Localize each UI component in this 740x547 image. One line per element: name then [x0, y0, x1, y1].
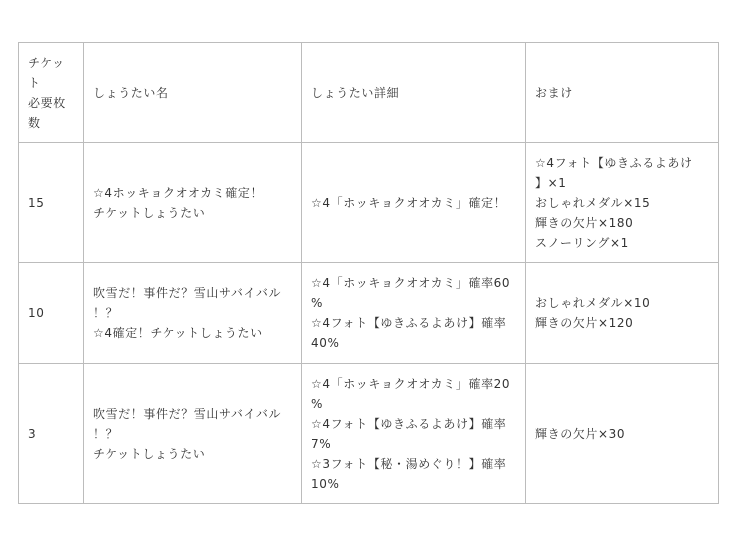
ticket-count-cell: 10 [19, 263, 84, 364]
header-invitation-name: しょうたい名 [84, 43, 302, 143]
name-line: チケットしょうたい [93, 205, 206, 220]
bonus-cell [526, 263, 719, 364]
name-line: ☆4確定！チケットしょうたい [93, 326, 263, 340]
header-count-line: チケッ [28, 55, 65, 70]
bonus-line: ☆4フォト【ゆきふるよあけ [535, 155, 693, 170]
detail-line: % [311, 396, 324, 411]
name-line: 吹雪だ！事件だ？雪山サバイバル [93, 406, 282, 421]
ticket-invitation-table [18, 42, 719, 504]
detail-line: ☆4「ホッキョクオオカミ」確率20 [311, 376, 511, 391]
bonus-line: スノーリング×1 [535, 235, 629, 250]
detail-line: % [311, 296, 324, 310]
detail-line: ☆3フォト【秘・湯めぐり！】確率 [311, 456, 507, 471]
ticket-count-cell: 15 [19, 143, 84, 263]
invitation-name-cell [84, 263, 302, 364]
table-row [19, 263, 719, 364]
header-count-line: 数 [28, 115, 41, 130]
header-bonus: おまけ [526, 43, 719, 143]
table-row [19, 364, 719, 504]
ticket-count-cell: 3 [19, 364, 84, 504]
detail-line: ☆4フォト【ゆきふるよあけ】確率 [311, 316, 507, 330]
header-ticket-count [19, 43, 84, 143]
detail-line: ☆4「ホッキョクオオカミ」確率60 [311, 276, 511, 290]
detail-line: 10% [311, 476, 340, 491]
name-line: 吹雪だ！事件だ？雪山サバイバル [93, 286, 282, 300]
invitation-detail-cell [302, 364, 526, 504]
name-line: ！？ [93, 426, 119, 441]
bonus-line: 輝きの欠片×30 [535, 426, 626, 441]
bonus-cell [526, 143, 719, 263]
bonus-line: 輝きの欠片×180 [535, 215, 634, 230]
invitation-detail-cell [302, 263, 526, 364]
invitation-detail-cell [302, 143, 526, 263]
name-line: ☆4ホッキョクオオカミ確定！ [93, 185, 264, 200]
detail-line: 7% [311, 436, 332, 451]
name-line: チケットしょうたい [93, 446, 206, 461]
bonus-line: おしゃれメダル×15 [535, 195, 651, 210]
name-line: ！？ [93, 306, 119, 320]
table-header-row [19, 43, 719, 143]
header-count-line: 必要枚 [28, 95, 66, 110]
bonus-line: 】×1 [535, 175, 567, 190]
invitation-name-cell [84, 364, 302, 504]
detail-line: ☆4フォト【ゆきふるよあけ】確率 [311, 416, 507, 431]
header-count-line: ト [28, 75, 41, 90]
detail-line: 40% [311, 336, 340, 350]
bonus-line: 輝きの欠片×120 [535, 316, 634, 330]
detail-line: ☆4「ホッキョクオオカミ」確定！ [311, 195, 507, 210]
invitation-name-cell [84, 143, 302, 263]
bonus-cell [526, 364, 719, 504]
bonus-line: おしゃれメダル×10 [535, 296, 651, 310]
table-row [19, 143, 719, 263]
header-invitation-detail: しょうたい詳細 [302, 43, 526, 143]
